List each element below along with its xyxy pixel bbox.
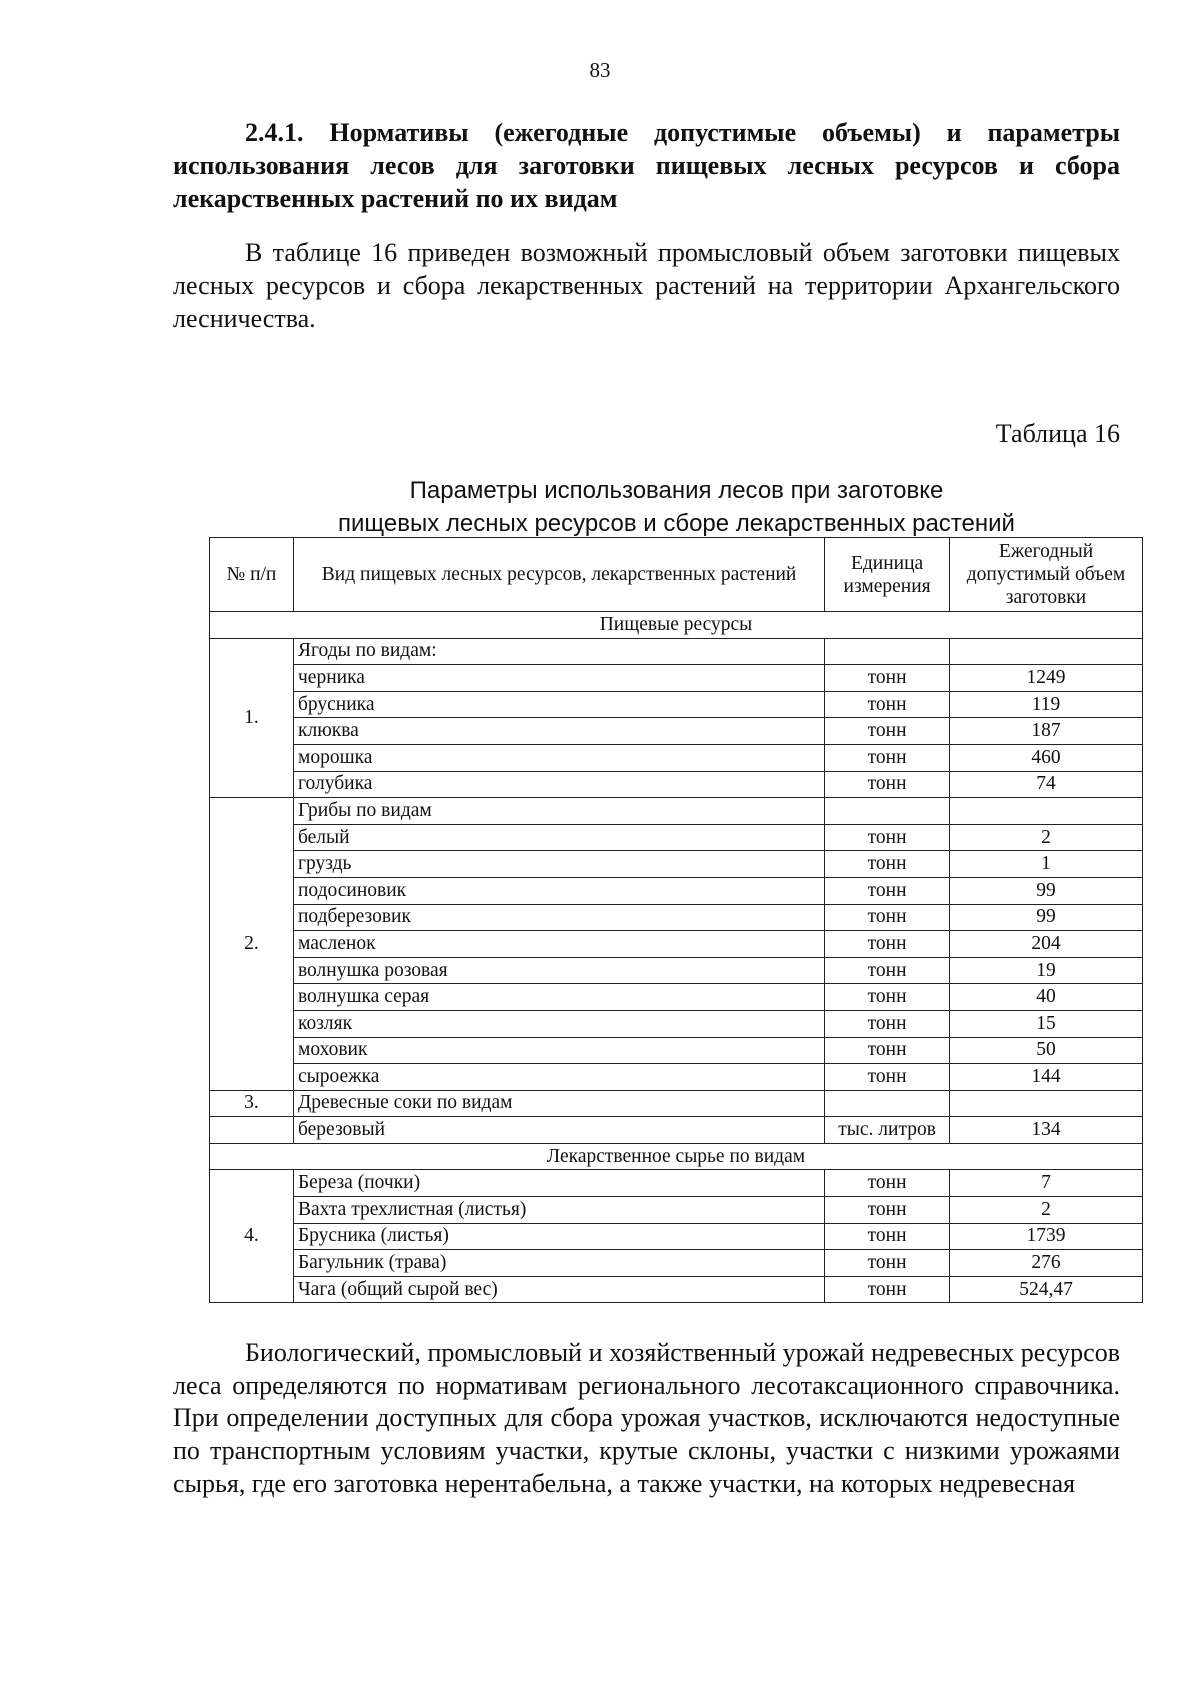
row-number: 3.: [210, 1090, 294, 1117]
item-name: белый: [293, 824, 824, 851]
item-unit: тонн: [825, 718, 950, 745]
table-row: [210, 744, 1143, 771]
item-unit: тонн: [825, 744, 950, 771]
item-name: березовый: [293, 1117, 824, 1144]
header-unit: Единица измерения: [825, 538, 950, 612]
table-caption: [210, 474, 1143, 540]
table-row: [210, 1064, 1143, 1091]
item-unit: тонн: [825, 851, 950, 878]
item-name: Береза (почки): [293, 1170, 824, 1197]
item-unit: тонн: [825, 931, 950, 958]
resources-table: [209, 537, 1143, 1303]
row-number: 2.: [210, 798, 294, 1091]
item-value: 50: [950, 1037, 1143, 1064]
item-value: 276: [950, 1250, 1143, 1277]
item-unit: тонн: [825, 957, 950, 984]
item-value: 119: [950, 691, 1143, 718]
item-value: 99: [950, 877, 1143, 904]
item-name: волнушка серая: [293, 984, 824, 1011]
item-name: волнушка розовая: [293, 957, 824, 984]
table-caption-line-2: пищевых лесных ресурсов и сборе лекарственных растений: [338, 510, 1015, 537]
item-unit: тонн: [825, 904, 950, 931]
item-value: 2: [950, 824, 1143, 851]
item-value: 1: [950, 851, 1143, 878]
group-label-medicinal: Лекарственное сырье по видам: [210, 1143, 1143, 1170]
closing-paragraph: Биологический, промысловый и хозяйственный урожай недревесных ресурсов леса определяются по нормативам регионального лесотаксационного справочника. При определении доступных для сбора урожая участков, исключаются недоступные по транспортным условиям участки, крутые склоны, участки с низкими урожаями сырья, где его заготовка нерентабельна, а также участки, на которых недревесная: [173, 1338, 1120, 1498]
item-value: 134: [950, 1117, 1143, 1144]
table-row: [210, 824, 1143, 851]
table-row: [210, 665, 1143, 692]
row-number: 4.: [210, 1170, 294, 1303]
table-row: [210, 851, 1143, 878]
table-row: [210, 957, 1143, 984]
group-row-food: [210, 612, 1143, 639]
table-row: [210, 1276, 1143, 1303]
item-unit: тонн: [825, 691, 950, 718]
item-name: подосиновик: [293, 877, 824, 904]
table-row: [210, 1223, 1143, 1250]
table-row: [210, 1010, 1143, 1037]
table-row: [210, 984, 1143, 1011]
table-row: [210, 1037, 1143, 1064]
page-number: 83: [589, 58, 611, 82]
item-unit: тонн: [825, 1170, 950, 1197]
table-row: [210, 798, 1143, 825]
category-title: Ягоды по видам:: [293, 638, 824, 665]
item-unit: тонн: [825, 877, 950, 904]
unit-cell: [825, 1090, 950, 1117]
item-value: 19: [950, 957, 1143, 984]
item-value: 2: [950, 1197, 1143, 1224]
item-name: брусника: [293, 691, 824, 718]
item-name: масленок: [293, 931, 824, 958]
table-row: [210, 1117, 1143, 1144]
table-caption-line-1: Параметры использования лесов при заготовке: [409, 477, 944, 504]
item-name: подберезовик: [293, 904, 824, 931]
item-unit: тонн: [825, 1197, 950, 1224]
table-row: [210, 931, 1143, 958]
item-unit: тонн: [825, 1064, 950, 1091]
group-row-medicinal: [210, 1143, 1143, 1170]
item-unit: тонн: [825, 1037, 950, 1064]
intro-paragraph: В таблице 16 приведен возможный промысловый объем заготовки пищевых лесных ресурсов и сбора лекарственных растений на территории Архангельского лесничества.: [173, 238, 1120, 333]
item-value: 99: [950, 904, 1143, 931]
item-value: 1249: [950, 665, 1143, 692]
item-unit: тонн: [825, 984, 950, 1011]
item-name: морошка: [293, 744, 824, 771]
item-name: козляк: [293, 1010, 824, 1037]
empty-num-cell: [210, 1117, 294, 1144]
item-name: Брусника (листья): [293, 1223, 824, 1250]
group-label-food: Пищевые ресурсы: [210, 612, 1143, 639]
item-name: голубика: [293, 771, 824, 798]
header-num: № п/п: [210, 538, 294, 612]
item-value: 1739: [950, 1223, 1143, 1250]
table-row: [210, 638, 1143, 665]
unit-cell: [825, 798, 950, 825]
table-row: [210, 904, 1143, 931]
item-name: черника: [293, 665, 824, 692]
item-name: груздь: [293, 851, 824, 878]
table-row: [210, 691, 1143, 718]
category-title: Грибы по видам: [293, 798, 824, 825]
item-name: моховик: [293, 1037, 824, 1064]
item-value: 7: [950, 1170, 1143, 1197]
table-row: [210, 1090, 1143, 1117]
item-name: Чага (общий сырой вес): [293, 1276, 824, 1303]
table-number: Таблица 16: [995, 419, 1120, 448]
item-name: сыроежка: [293, 1064, 824, 1091]
item-value: 524,47: [950, 1276, 1143, 1303]
header-name: Вид пищевых лесных ресурсов, лекарственных растений: [293, 538, 824, 612]
item-value: 460: [950, 744, 1143, 771]
item-unit: тонн: [825, 1276, 950, 1303]
value-cell: [950, 798, 1143, 825]
item-unit: тыс. литров: [825, 1117, 950, 1144]
item-unit: тонн: [825, 1010, 950, 1037]
item-name: клюква: [293, 718, 824, 745]
table-header-row: [210, 538, 1143, 612]
table-row: [210, 877, 1143, 904]
item-unit: тонн: [825, 1223, 950, 1250]
item-value: 204: [950, 931, 1143, 958]
category-title: Древесные соки по видам: [293, 1090, 824, 1117]
item-value: 187: [950, 718, 1143, 745]
item-unit: тонн: [825, 1250, 950, 1277]
item-value: 144: [950, 1064, 1143, 1091]
item-unit: тонн: [825, 771, 950, 798]
table-row: [210, 1197, 1143, 1224]
item-name: Багульник (трава): [293, 1250, 824, 1277]
item-name: Вахта трехлистная (листья): [293, 1197, 824, 1224]
table-row: [210, 718, 1143, 745]
item-value: 74: [950, 771, 1143, 798]
table-row: [210, 1250, 1143, 1277]
table-row: [210, 771, 1143, 798]
section-heading: 2.4.1. Нормативы (ежегодные допустимые объемы) и параметры использования лесов для заготовки пищевых лесных ресурсов и сбора лекарственных растений по их видам: [173, 118, 1120, 213]
row-number: 1.: [210, 638, 294, 798]
item-value: 15: [950, 1010, 1143, 1037]
item-unit: тонн: [825, 824, 950, 851]
item-unit: тонн: [825, 665, 950, 692]
unit-cell: [825, 638, 950, 665]
table-row: [210, 1170, 1143, 1197]
header-volume: Ежегодный допустимый объем заготовки: [950, 538, 1143, 612]
value-cell: [950, 1090, 1143, 1117]
item-value: 40: [950, 984, 1143, 1011]
value-cell: [950, 638, 1143, 665]
